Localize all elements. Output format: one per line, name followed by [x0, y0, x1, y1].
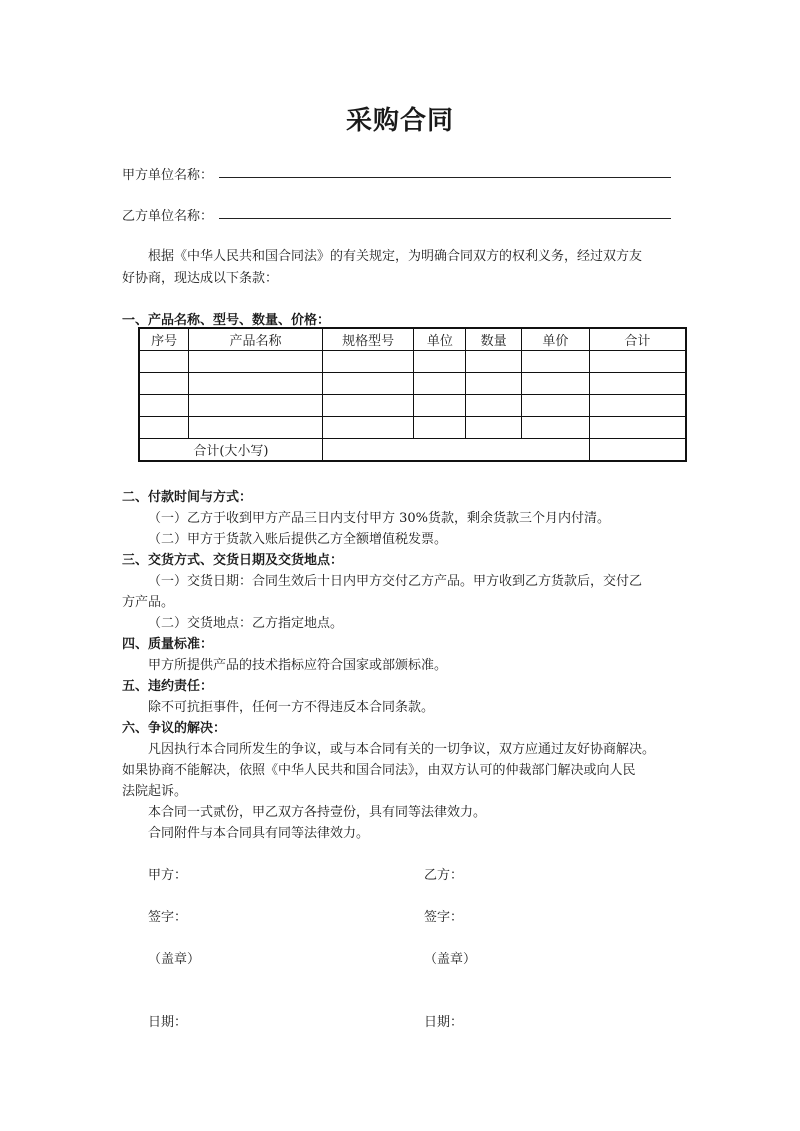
- section-4-text: 甲方所提供产品的技术指标应符合国家或部颁标准。: [148, 658, 448, 673]
- preamble-line-1: 根据《中华人民共和国合同法》的有关规定，为明确合同双方的权利义务，经过双方友: [148, 249, 643, 264]
- total-amount-cell[interactable]: [322, 439, 589, 462]
- party-a-signature-label: 甲方：: [148, 868, 188, 883]
- table-cell[interactable]: [189, 417, 322, 439]
- section-2-heading: 二、付款时间与方式：: [122, 490, 253, 505]
- section-2-item-1: （一）乙方于收到甲方产品三日内支付甲方 30%货款，剩余货款三个月内付清。: [148, 511, 611, 526]
- section-6-line-1: 凡因执行本合同所发生的争议，或与本合同有关的一切争议，双方应通过友好协商解决。: [148, 742, 656, 757]
- column-header: 单价: [522, 328, 590, 351]
- preamble-line-2: 好协商，现达成以下条款：: [122, 271, 279, 286]
- total-sum-cell[interactable]: [589, 439, 686, 462]
- total-label: 合计(大小写): [139, 439, 322, 462]
- section-4-heading: 四、质量标准：: [122, 637, 214, 652]
- column-header: 数量: [466, 328, 522, 351]
- party-b-name-label: 乙方单位名称：: [122, 209, 214, 224]
- column-header: 单位: [414, 328, 466, 351]
- table-row: [139, 373, 686, 395]
- section-5-text: 除不可抗拒事件，任何一方不得违反本合同条款。: [148, 700, 435, 715]
- table-cell[interactable]: [466, 351, 522, 373]
- table-cell[interactable]: [189, 373, 322, 395]
- table-cell[interactable]: [589, 395, 686, 417]
- table-cell[interactable]: [589, 351, 686, 373]
- table-cell[interactable]: [414, 417, 466, 439]
- section-3-heading: 三、交货方式、交货日期及交货地点：: [122, 553, 344, 568]
- column-header: 产品名称: [189, 328, 322, 351]
- party-b-name-blank[interactable]: [219, 218, 671, 219]
- section-3-item-2: （二）交货地点：乙方指定地点。: [148, 616, 344, 631]
- section-5-heading: 五、违约责任：: [122, 679, 214, 694]
- table-row: [139, 351, 686, 373]
- party-a-name-blank[interactable]: [219, 177, 671, 178]
- table-cell[interactable]: [322, 351, 414, 373]
- party-a-name-label: 甲方单位名称：: [122, 168, 214, 183]
- table-cell[interactable]: [522, 417, 590, 439]
- table-cell[interactable]: [322, 395, 414, 417]
- section-1-heading: 一、产品名称、型号、数量、价格：: [122, 313, 331, 328]
- section-3-item-1-line-2: 方产品。: [122, 595, 175, 610]
- party-b-date-label: 日期：: [424, 1015, 464, 1030]
- table-cell[interactable]: [189, 351, 322, 373]
- table-row: [139, 395, 686, 417]
- party-b-seal-label: （盖章）: [424, 952, 477, 967]
- table-cell[interactable]: [522, 373, 590, 395]
- table-cell[interactable]: [322, 417, 414, 439]
- table-cell[interactable]: [522, 395, 590, 417]
- column-header: 规格型号: [322, 328, 414, 351]
- table-cell[interactable]: [466, 373, 522, 395]
- table-cell[interactable]: [466, 395, 522, 417]
- copies-clause: 本合同一式贰份，甲乙双方各持壹份，具有同等法律效力。: [148, 805, 487, 820]
- table-cell[interactable]: [322, 373, 414, 395]
- table-cell[interactable]: [522, 351, 590, 373]
- section-6-line-3: 法院起诉。: [122, 784, 188, 799]
- party-b-signature-label: 乙方：: [424, 868, 464, 883]
- party-a-seal-label: （盖章）: [148, 952, 201, 967]
- table-cell[interactable]: [589, 373, 686, 395]
- table-cell[interactable]: [189, 395, 322, 417]
- party-a-sign-label: 签字：: [148, 910, 188, 925]
- product-table: [138, 327, 687, 462]
- attachment-clause: 合同附件与本合同具有同等法律效力。: [148, 826, 370, 841]
- table-header-row: [139, 328, 686, 351]
- document-title: 采购合同: [345, 106, 454, 136]
- party-b-sign-label: 签字：: [424, 910, 464, 925]
- table-cell[interactable]: [139, 351, 189, 373]
- table-cell[interactable]: [414, 395, 466, 417]
- table-cell[interactable]: [139, 417, 189, 439]
- column-header: 合计: [589, 328, 686, 351]
- column-header: 序号: [139, 328, 189, 351]
- table-cell[interactable]: [414, 351, 466, 373]
- section-3-item-1-line-1: （一）交货日期：合同生效后十日内甲方交付乙方产品。甲方收到乙方货款后，交付乙: [148, 574, 643, 589]
- table-cell[interactable]: [139, 395, 189, 417]
- section-2-item-2: （二）甲方于货款入账后提供乙方全额增值税发票。: [148, 532, 448, 547]
- section-6-heading: 六、争议的解决：: [122, 721, 227, 736]
- table-row: [139, 417, 686, 439]
- table-cell[interactable]: [466, 417, 522, 439]
- table-cell[interactable]: [589, 417, 686, 439]
- table-cell[interactable]: [414, 373, 466, 395]
- section-6-line-2: 如果协商不能解决，依照《中华人民共和国合同法》，由双方认可的仲裁部门解决或向人民: [122, 763, 636, 778]
- table-total-row: [139, 439, 686, 462]
- party-a-date-label: 日期：: [148, 1015, 188, 1030]
- table-cell[interactable]: [139, 373, 189, 395]
